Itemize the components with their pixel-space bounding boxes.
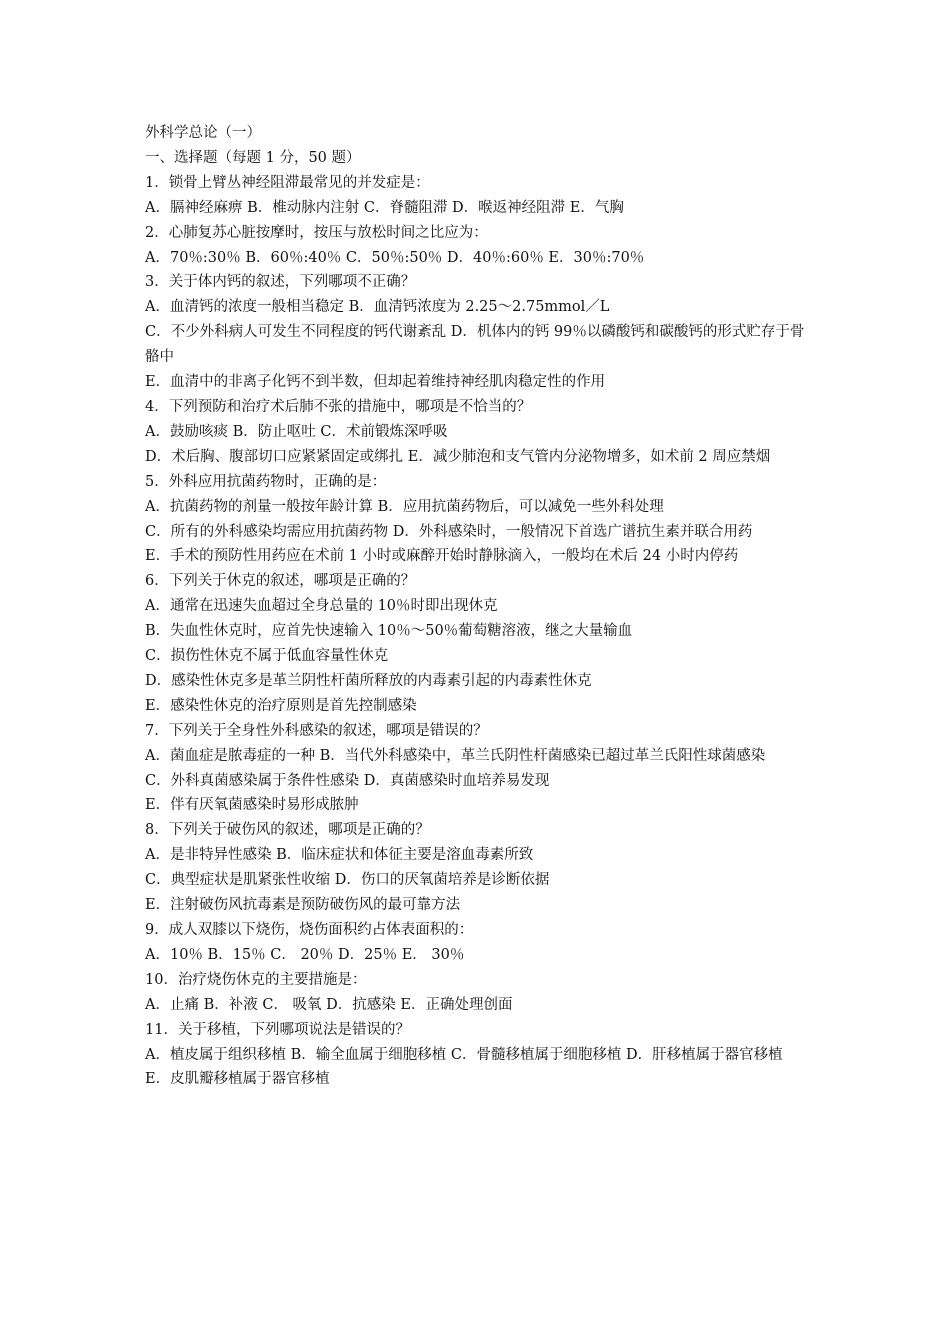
question-1: 1．锁骨上臂丛神经阻滞最常见的并发症是： [145,174,430,191]
options-3-e: E．血清中的非离子化钙不到半数，但却起着维持神经肌肉稳定性的作用 [145,374,606,391]
options-5-cd: C．所有的外科感染均需应用抗菌药物 D．外科感染时，一般情况下首选广谱抗生素并联合用药 [145,523,753,540]
options-7-ab: A．菌血症是脓毒症的一种 B．当代外科感染中，革兰氏阴性杆菌感染已超过革兰氏阳性球菌感染 [145,747,766,764]
options-11-e: E．皮肌瓣移植属于器官移植 [145,1071,330,1088]
options-7-e: E．伴有厌氧菌感染时易形成脓肿 [145,797,359,814]
options-9: A．10％ B．15％ C． 20％ D．25％ E． 30％ [145,946,465,963]
options-6-c: C．损伤性休克不属于低血容量性休克 [145,648,389,665]
options-10: A．止痛 B．补液 C． 吸氧 D．抗感染 E．正确处理创面 [145,996,513,1013]
question-5: 5．外科应用抗菌药物时，正确的是： [145,473,387,490]
document-title: 外科学总论（一） [145,125,261,141]
options-8-e: E．注射破伤风抗毒素是预防破伤风的最可靠方法 [145,897,461,914]
options-6-b: B．失血性休克时，应首先快速输入 10％～50％葡萄糖溶液，继之大量输血 [145,623,633,640]
question-3: 3．关于体内钙的叙述，下列哪项不正确？ [145,274,416,291]
question-4: 4．下列预防和治疗术后肺不张的措施中，哪项是不恰当的？ [145,398,532,415]
question-8: 8．下列关于破伤风的叙述，哪项是正确的？ [145,822,430,839]
options-4-de: D．术后胸、腹部切口应紧紧固定或绑扎 E．减少肺泡和支气管内分泌物增多，如术前 2 周应禁烟 [145,448,771,465]
question-9: 9．成人双膝以下烧伤，烧伤面积约占体表面积的： [145,922,474,938]
options-1: A．膈神经麻痹 B．椎动脉内注射 C．脊髓阻滞 D．喉返神经阻滞 E．气胸 [145,199,624,216]
options-6-e: E．感染性休克的治疗原则是首先控制感染 [145,697,417,714]
options-3-cd: C．不少外科病人可发生不同程度的钙代谢紊乱 D．机体内的钙 99％以磷酸钙和碳酸钙的形式贮存于骨骼中 [145,324,805,366]
options-4-abc: A．鼓励咳痰 B．防止呕吐 C．术前锻炼深呼吸 [145,423,448,440]
options-5-e: E．手术的预防性用药应在术前 1 小时或麻醉开始时静脉滴入，一般均在术后 24 小时内停药 [145,548,739,565]
options-2: A．70％:30％ B．60％:40％ C．50％:50％ D．40％:60％ E．30％:70％ [145,249,645,266]
section-heading: 一、选择题（每题 1 分，50 题） [145,149,361,166]
options-6-d: D．感染性休克多是革兰阴性杆菌所释放的内毒素引起的内毒素性休克 [145,672,592,689]
question-2: 2．心肺复苏心脏按摩时，按压与放松时间之比应为： [145,224,488,241]
document-page [145,121,815,1092]
options-3-ab: A．血清钙的浓度一般相当稳定 B．血清钙浓度为 2.25～2.75mmol／L [145,299,610,316]
options-8-ab: A．是非特异性感染 B．临床症状和体征主要是溶血毒素所致 [145,847,534,864]
options-8-cd: C．典型症状是肌紧张性收缩 D．伤口的厌氧菌培养是诊断依据 [145,872,550,889]
options-7-cd: C．外科真菌感染属于条件性感染 D．真菌感染时血培养易发现 [145,772,550,789]
options-5-ab: A．抗菌药物的剂量一般按年龄计算 B．应用抗菌药物后，可以减免一些外科处理 [145,498,664,515]
question-6: 6．下列关于休克的叙述，哪项是正确的？ [145,573,416,590]
options-6-a: A．通常在迅速失血超过全身总量的 10％时即出现休克 [145,598,498,615]
options-11-ad: A．植皮属于组织移植 B．输全血属于细胞移植 C．骨髓移植属于细胞移植 D．肝移植属于器官移植 [145,1046,783,1063]
question-11: 11．关于移植，下列哪项说法是错误的？ [145,1021,410,1038]
question-7: 7．下列关于全身性外科感染的叙述，哪项是错误的？ [145,722,488,739]
question-10: 10．治疗烧伤休克的主要措施是： [145,971,367,988]
